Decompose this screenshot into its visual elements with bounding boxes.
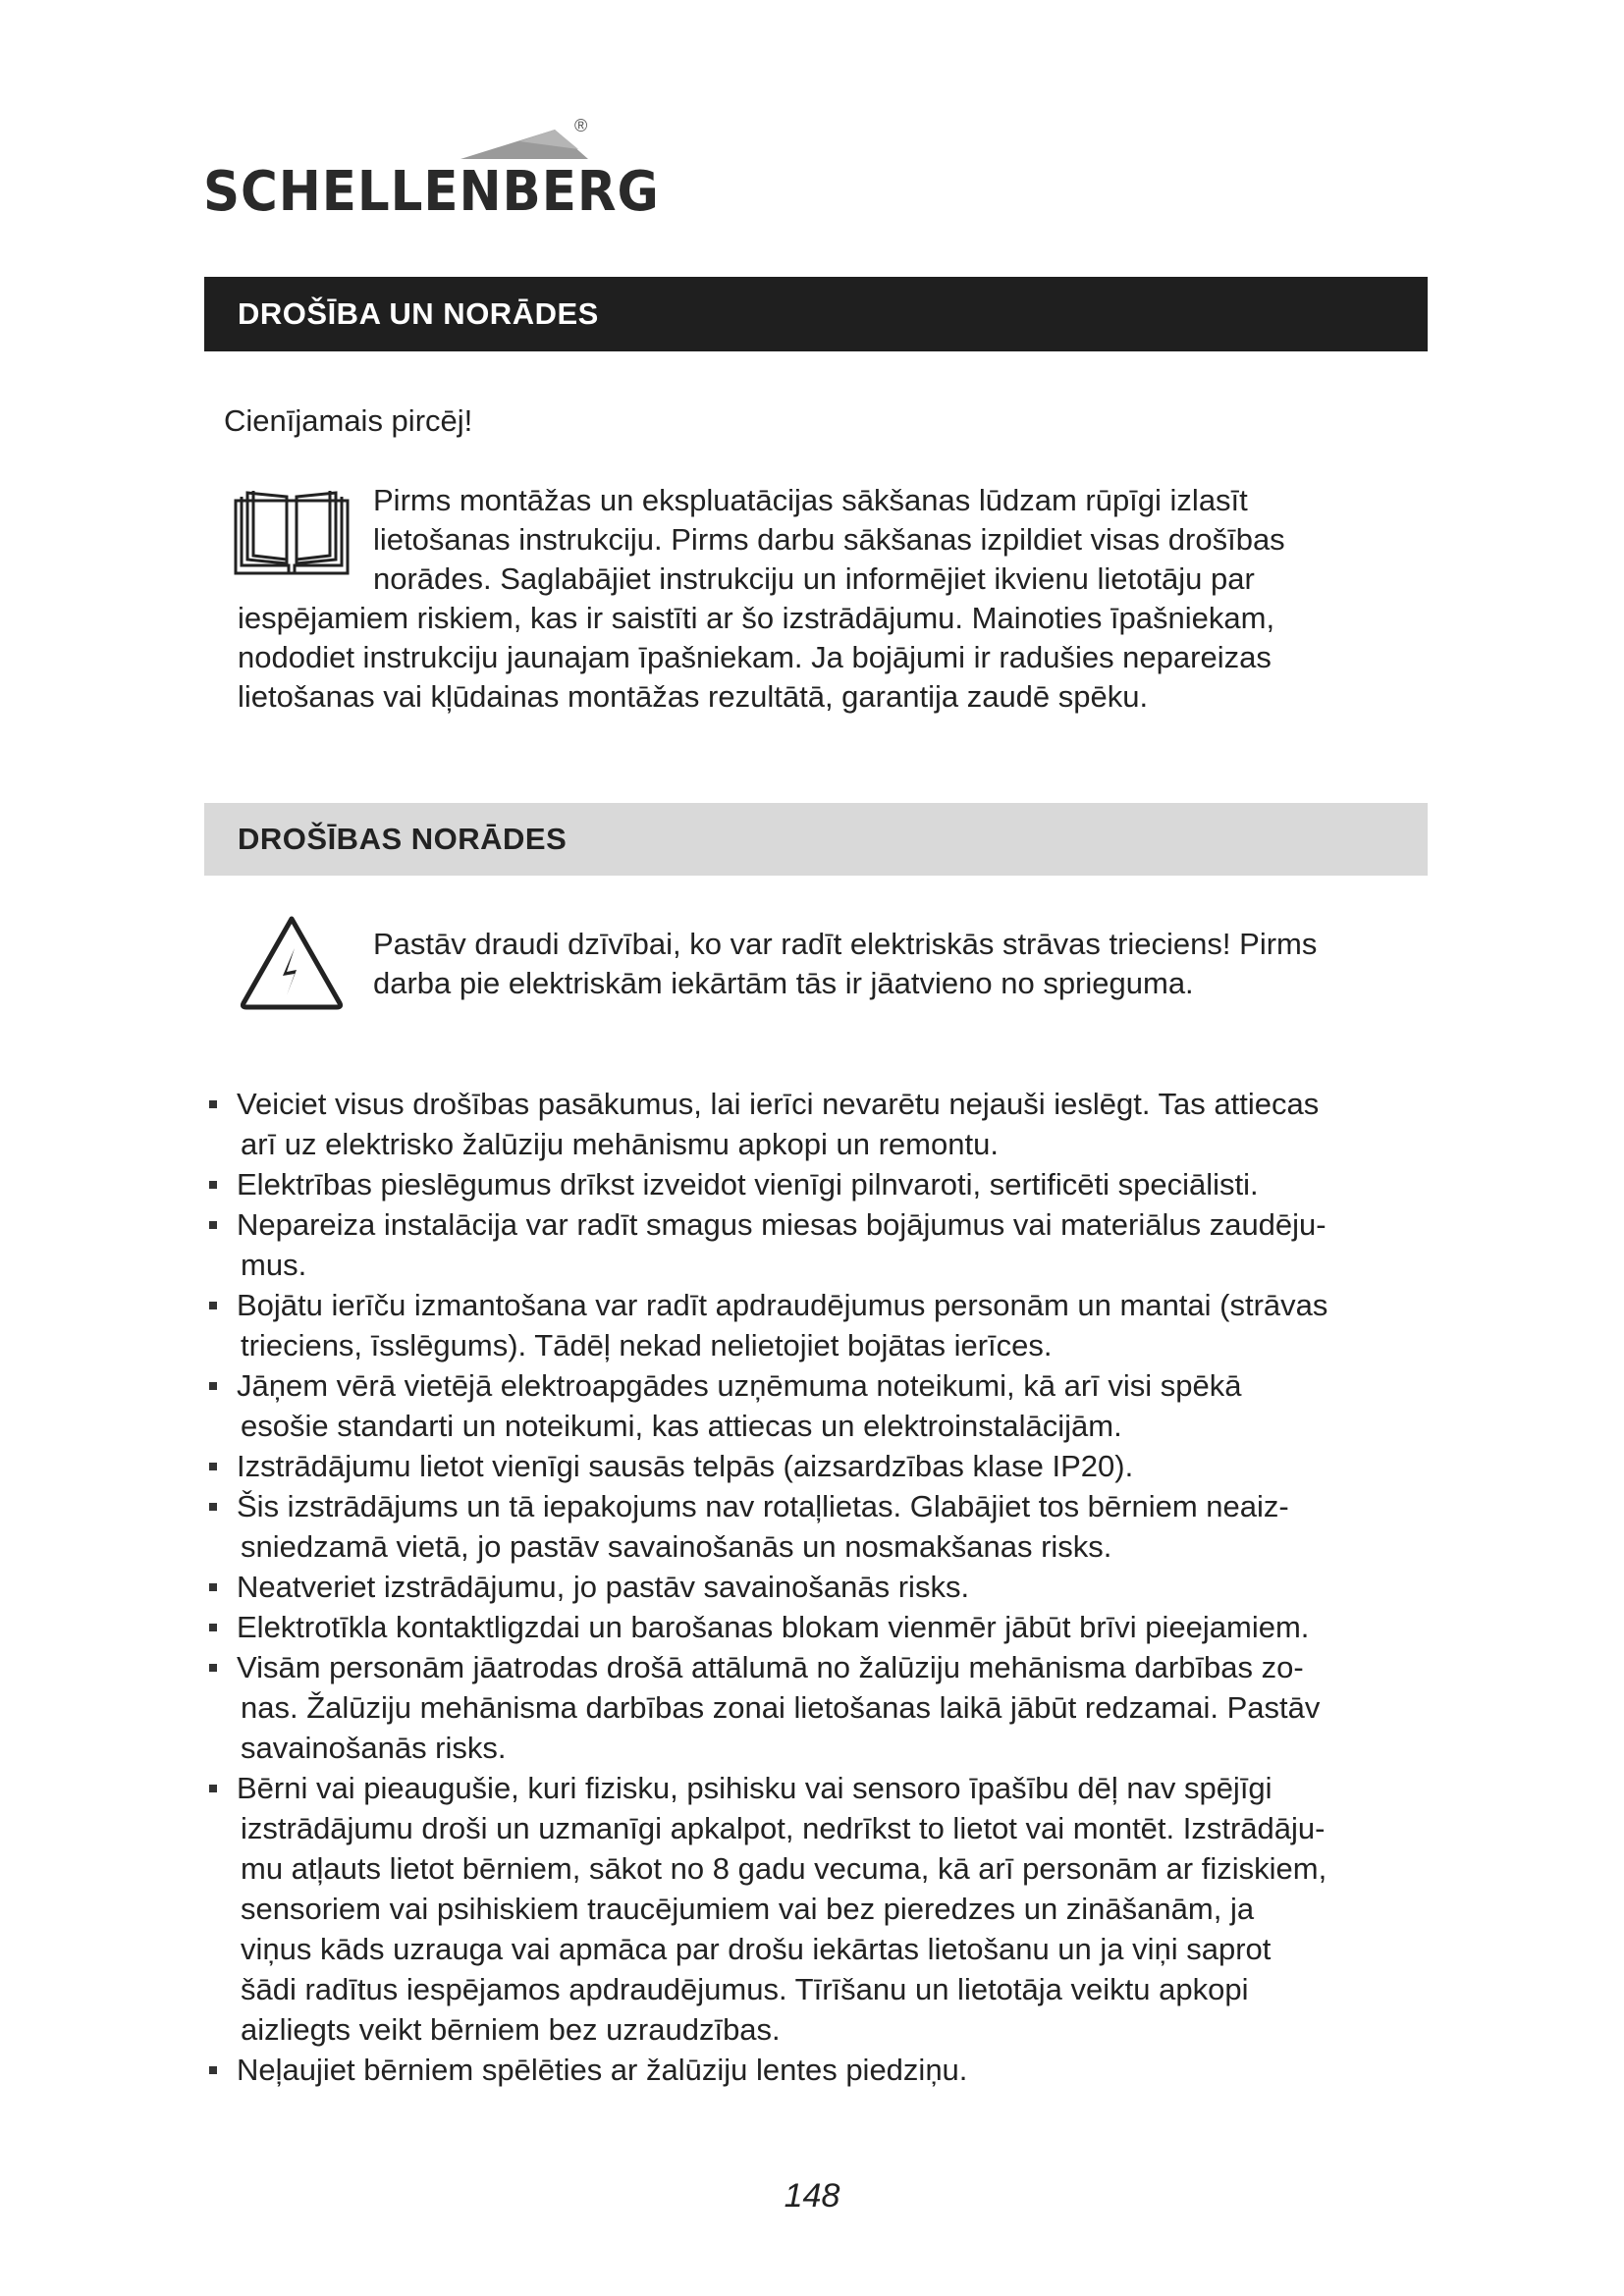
page-number: 148	[784, 2177, 840, 2215]
list-item	[209, 1567, 1446, 1607]
list-item	[209, 1164, 1446, 1204]
intro-line-6: lietošanas vai kļūdainas montāžas rezultātā, garantija zaudē spēku.	[238, 679, 1149, 714]
list-item	[209, 1084, 1446, 1164]
list-item	[209, 1768, 1446, 2050]
list-item-line: Neatveriet izstrādājumu, jo pastāv savainošanās risks.	[237, 1570, 970, 1604]
list-item-line: Bērni vai pieaugušie, kuri fizisku, psihisku vai sensoro īpašību dēļ nav spējīgi	[237, 1771, 1272, 1805]
registered-mark: ®	[574, 116, 588, 135]
list-item-line: Izstrādājumu lietot vienīgi sausās telpās (aizsardzības klase IP20).	[237, 1449, 1134, 1483]
intro-line-3: norādes. Saglabājiet instrukciju un informējiet ikvienu lietotāju par	[373, 561, 1255, 596]
intro-line-4: iespējamiem riskiem, kas ir saistīti ar šo izstrādājumu. Mainoties īpašniekam,	[238, 601, 1275, 635]
list-item-line: Veiciet visus drošības pasākumus, lai ierīci nevarētu nejauši ieslēgt. Tas attiecas	[237, 1087, 1320, 1121]
list-item-line: šādi radītus iespējamos apdraudējumus. Tīrīšanu un lietotāja veiktu apkopi	[241, 1972, 1249, 2006]
list-item-line: Elektrības pieslēgumus drīkst izveidot vienīgi pilnvaroti, sertificēti speciālisti.	[237, 1167, 1259, 1201]
list-item-line: trieciens, īsslēgums). Tādēļ nekad nelietojiet bojātas ierīces.	[241, 1328, 1053, 1362]
list-item	[209, 1285, 1446, 1365]
intro-line-5: nododiet instrukciju jaunajam īpašniekam. Ja bojājumi ir radušies nepareizas	[238, 640, 1272, 674]
brand-name: SCHELLENBERG	[203, 160, 660, 224]
list-item	[209, 1446, 1446, 1486]
list-item-line: arī uz elektrisko žalūziju mehānismu apkopi un remontu.	[241, 1127, 999, 1161]
list-item-line: Šis izstrādājums un tā iepakojums nav rotaļlietas. Glabājiet tos bērniem neaiz-	[237, 1489, 1289, 1523]
list-item	[209, 1204, 1446, 1285]
section-title-safety-notes: DROŠĪBAS NORĀDES	[204, 803, 1428, 876]
brand-logo	[203, 116, 660, 234]
manual-book-icon	[234, 487, 350, 575]
list-item-line: mus.	[241, 1248, 307, 1282]
list-item	[209, 1486, 1446, 1567]
electric-hazard-icon	[238, 913, 346, 1011]
greeting: Cienījamais pircēj!	[224, 403, 473, 438]
list-item	[209, 1607, 1446, 1647]
list-item-line: sensoriem vai psihiskiem traucējumiem vai bez pieredzes un zināšanām, ja	[241, 1892, 1255, 1926]
list-item-line: savainošanās risks.	[241, 1731, 507, 1765]
list-item-line: viņus kāds uzrauga vai apmāca par drošu iekārtas lietošanu un ja viņi saprot	[241, 1932, 1272, 1966]
safety-bullet-list	[209, 1084, 1446, 2090]
list-item-line: mu atļauts lietot bērniem, sākot no 8 gadu vecuma, kā arī personām ar fiziskiem,	[241, 1851, 1327, 1886]
list-item	[209, 1647, 1446, 1768]
intro-line-1: Pirms montāžas un ekspluatācijas sākšanas lūdzam rūpīgi izlasīt	[373, 483, 1248, 517]
intro-line-2: lietošanas instrukciju. Pirms darbu sākšanas izpildiet visas drošības	[373, 522, 1285, 557]
list-item	[209, 1365, 1446, 1446]
list-item-line: Visām personām jāatrodas drošā attālumā no žalūziju mehānisma darbības zo-	[237, 1650, 1304, 1684]
list-item-line: sniedzamā vietā, jo pastāv savainošanās un nosmakšanas risks.	[241, 1529, 1112, 1564]
list-item-line: aizliegts veikt bērniem bez uzraudzības.	[241, 2012, 781, 2047]
list-item-line: Jāņem vērā vietējā elektroapgādes uzņēmuma noteikumi, kā arī visi spēkā	[237, 1368, 1242, 1403]
section-title-safety: DROŠĪBA UN NORĀDES	[204, 277, 1428, 351]
list-item-line: Neļaujiet bērniem spēlēties ar žalūziju lentes piedziņu.	[237, 2053, 968, 2087]
warning-line-2: darba pie elektriskām iekārtām tās ir jāatvieno no sprieguma.	[373, 966, 1194, 1000]
list-item-line: izstrādājumu droši un uzmanīgi apkalpot, nedrīkst to lietot vai montēt. Izstrādāju-	[241, 1811, 1326, 1845]
list-item-line: Elektrotīkla kontaktligzdai un barošanas blokam vienmēr jābūt brīvi pieejamiem.	[237, 1610, 1310, 1644]
list-item-line: Bojātu ierīču izmantošana var radīt apdraudējumus personām un mantai (strāvas	[237, 1288, 1328, 1322]
list-item-line: nas. Žalūziju mehānisma darbības zonai lietošanas laikā jābūt redzamai. Pastāv	[241, 1690, 1321, 1725]
list-item	[209, 2050, 1446, 2090]
warning-line-1: Pastāv draudi dzīvībai, ko var radīt elektriskās strāvas trieciens! Pirms	[373, 927, 1318, 961]
list-item-line: esošie standarti un noteikumi, kas attiecas un elektroinstalācijām.	[241, 1409, 1122, 1443]
list-item-line: Nepareiza instalācija var radīt smagus miesas bojājumus vai materiālus zaudēju-	[237, 1207, 1326, 1242]
